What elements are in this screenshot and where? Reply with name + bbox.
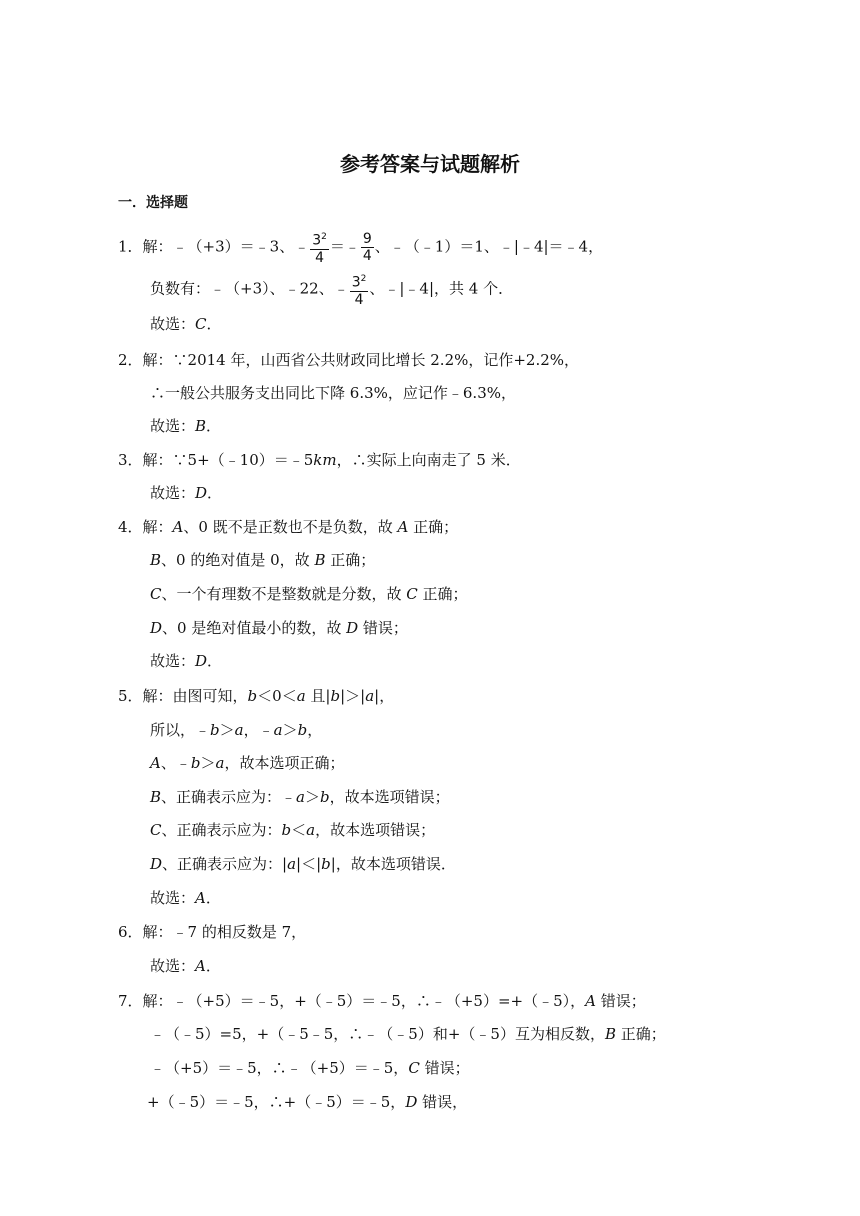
frac-numerator: 9 — [362, 230, 372, 247]
option-letter: A — [585, 992, 596, 1010]
q1-fraction-1 — [310, 230, 329, 265]
option-letter: C — [150, 585, 162, 603]
q3-text: ，∴实际上向南走了 5 米． — [336, 451, 521, 469]
q5-text: ，故本选项正确； — [224, 754, 345, 772]
q5-text: 且| — [305, 687, 331, 705]
var: b — [321, 855, 331, 873]
option-letter: B — [314, 551, 326, 569]
q5-line-6 — [150, 854, 456, 874]
q5-text: ，故本选项错误； — [315, 821, 436, 839]
q1-text: 负数有：﹣（+3）、﹣22、﹣ — [150, 279, 349, 298]
q1-text: 、﹣|﹣4|，共 4 个． — [369, 279, 514, 298]
var: b — [320, 788, 330, 806]
answer-choice: A — [195, 889, 206, 907]
q4-text: 正确； — [408, 518, 459, 536]
answer-prefix: 故选： — [150, 484, 196, 502]
q7-text: +（﹣5）＝﹣5，∴+（﹣5）＝﹣5， — [147, 1093, 406, 1111]
answer-suffix: ． — [205, 889, 221, 907]
var: b — [297, 721, 308, 739]
q4-text: 正确； — [325, 551, 376, 569]
q7-line-1 — [118, 991, 646, 1011]
q5-text: ， — [307, 721, 323, 739]
q5-line-5 — [150, 820, 435, 840]
frac-denominator: 4 — [315, 249, 324, 266]
q2-line-2: ∴一般公共服务支出同比下降 6.3%，应记作﹣6.3%， — [150, 384, 516, 402]
q5-text: ，故本选项错误； — [329, 788, 450, 806]
q5-line-3 — [150, 753, 344, 773]
q3-text: 3．解：∵5+（﹣10）＝﹣5 — [118, 451, 314, 469]
option-letter: C — [406, 585, 418, 603]
q4-text: 、0 既不是正数也不是负数，故 — [183, 518, 398, 536]
q5-text: ＞ — [305, 788, 321, 806]
q3-answer — [150, 483, 222, 503]
q4-text: 、一个有理数不是整数就是分数，故 — [161, 585, 407, 603]
section-heading: 一．选择题 — [118, 195, 188, 211]
q5-line-4 — [150, 787, 450, 807]
option-letter: B — [150, 788, 162, 806]
q1-fraction-2 — [361, 232, 374, 263]
q4-text: 、0 是绝对值最小的数，故 — [162, 619, 347, 637]
option-letter: D — [346, 619, 359, 637]
var: b — [281, 821, 292, 839]
q5-text: 、正确表示应为：| — [162, 855, 288, 873]
q4-text: 、0 的绝对值是 0，故 — [161, 551, 315, 569]
frac-exponent: 2 — [321, 232, 327, 242]
q4-line-4 — [150, 618, 408, 638]
q5-text: 、正确表示应为：﹣ — [161, 788, 297, 806]
answer-choice: B — [195, 417, 207, 435]
var: a — [296, 788, 305, 806]
q4-line-2 — [150, 550, 375, 570]
q4-answer — [150, 651, 222, 671]
answer-prefix: 故选： — [150, 652, 196, 670]
q4-text: 错误； — [358, 619, 408, 637]
q5-text: ＜0＜ — [257, 687, 297, 705]
var: a — [296, 687, 306, 705]
var: b — [330, 687, 341, 705]
q2-answer — [150, 416, 221, 436]
frac-base: 3 — [351, 274, 361, 291]
frac-denominator: 4 — [362, 247, 372, 264]
q5-line-1 — [118, 686, 394, 706]
option-letter: A — [150, 754, 161, 772]
q1-text: ＝﹣ — [329, 237, 360, 256]
answer-suffix: ． — [207, 652, 223, 670]
q1-fraction-3 — [350, 272, 369, 307]
answer-prefix: 故选： — [150, 315, 196, 333]
answer-choice: D — [195, 652, 208, 670]
q1-text: 1．解：﹣（+3）＝﹣3、﹣ — [118, 237, 310, 256]
q4-text: 4．解： — [118, 518, 173, 536]
q3-unit: km — [313, 451, 337, 469]
q7-line-3 — [150, 1058, 470, 1078]
q5-text: |＞| — [340, 687, 366, 705]
q5-text: ＞ — [219, 721, 235, 739]
q4-line-3 — [150, 584, 468, 604]
q5-text: ，﹣ — [243, 721, 274, 739]
option-letter: C — [408, 1059, 420, 1077]
var: a — [215, 754, 225, 772]
option-letter: D — [150, 619, 163, 637]
q5-answer — [150, 888, 221, 908]
q5-text: |， — [374, 687, 395, 705]
q7-line-4 — [147, 1092, 467, 1112]
q7-text: 错误； — [419, 1059, 470, 1077]
option-letter: B — [150, 551, 162, 569]
answer-prefix: 故选： — [150, 417, 196, 435]
var: a — [287, 855, 297, 873]
q1-text: 、﹣（﹣1）＝1、﹣|﹣4|＝﹣4， — [374, 237, 604, 256]
var: b — [190, 754, 201, 772]
q5-text: |＜| — [296, 855, 322, 873]
q7-text: ﹣（﹣5）=5，+（﹣5﹣5，∴﹣（﹣5）和+（﹣5）互为相反数， — [150, 1025, 605, 1043]
answer-prefix: 故选： — [150, 889, 196, 907]
frac-base: 3 — [312, 232, 322, 249]
q7-text: 错误， — [417, 1093, 468, 1111]
q6-answer — [150, 956, 221, 976]
q5-text: ＞ — [282, 721, 298, 739]
answer-choice: A — [195, 957, 206, 975]
q1-line-1 — [118, 230, 603, 265]
var: a — [365, 687, 375, 705]
q4-line-1 — [118, 517, 458, 537]
q5-text: ＞ — [200, 754, 216, 772]
answer-suffix: ． — [206, 315, 222, 333]
var: b — [247, 687, 258, 705]
q1-line-2 — [150, 272, 513, 307]
q5-text: |，故本选项错误． — [330, 855, 456, 873]
page-title: 参考答案与试题解析 — [340, 152, 520, 176]
q7-line-2 — [150, 1024, 666, 1044]
var: a — [273, 721, 283, 739]
var: b — [210, 721, 220, 739]
answer-suffix: ． — [207, 484, 223, 502]
q5-text: ＜ — [291, 821, 307, 839]
option-letter: D — [150, 855, 163, 873]
q7-text: 错误； — [596, 992, 646, 1010]
option-letter: B — [604, 1025, 616, 1043]
q5-text: 、﹣ — [160, 754, 191, 772]
option-letter: A — [397, 518, 409, 536]
answer-prefix: 故选： — [150, 957, 196, 975]
q7-text: 7．解：﹣（+5）＝﹣5，+（﹣5）＝﹣5，∴﹣（+5）=+（﹣5）， — [118, 992, 586, 1010]
answer-choice: D — [195, 484, 208, 502]
q5-text: 5．解：由图可知， — [118, 687, 248, 705]
q3-line-1 — [118, 450, 521, 470]
q1-answer — [150, 314, 222, 334]
frac-denominator: 4 — [354, 291, 364, 308]
q5-text: 所以，﹣ — [150, 721, 211, 739]
q7-text: ﹣（+5）＝﹣5，∴﹣（+5）＝﹣5， — [150, 1059, 409, 1077]
q5-text: 、正确表示应为： — [161, 821, 282, 839]
answer-suffix: ． — [205, 957, 221, 975]
option-letter: D — [405, 1093, 418, 1111]
var: a — [306, 821, 316, 839]
q2-line-1: 2．解：∵2014 年，山西省公共财政同比增长 2.2%，记作+2.2%， — [118, 351, 580, 369]
var: a — [234, 721, 244, 739]
q7-text: 正确； — [616, 1025, 666, 1043]
q4-text: 正确； — [417, 585, 468, 603]
option-letter: A — [172, 518, 184, 536]
answer-suffix: ． — [206, 417, 222, 435]
option-letter: C — [150, 821, 162, 839]
answer-choice: C — [195, 315, 207, 333]
frac-exponent: 2 — [360, 274, 367, 284]
q6-line-1: 6．解：﹣7 的相反数是 7， — [118, 923, 307, 941]
q5-line-2 — [150, 720, 322, 740]
